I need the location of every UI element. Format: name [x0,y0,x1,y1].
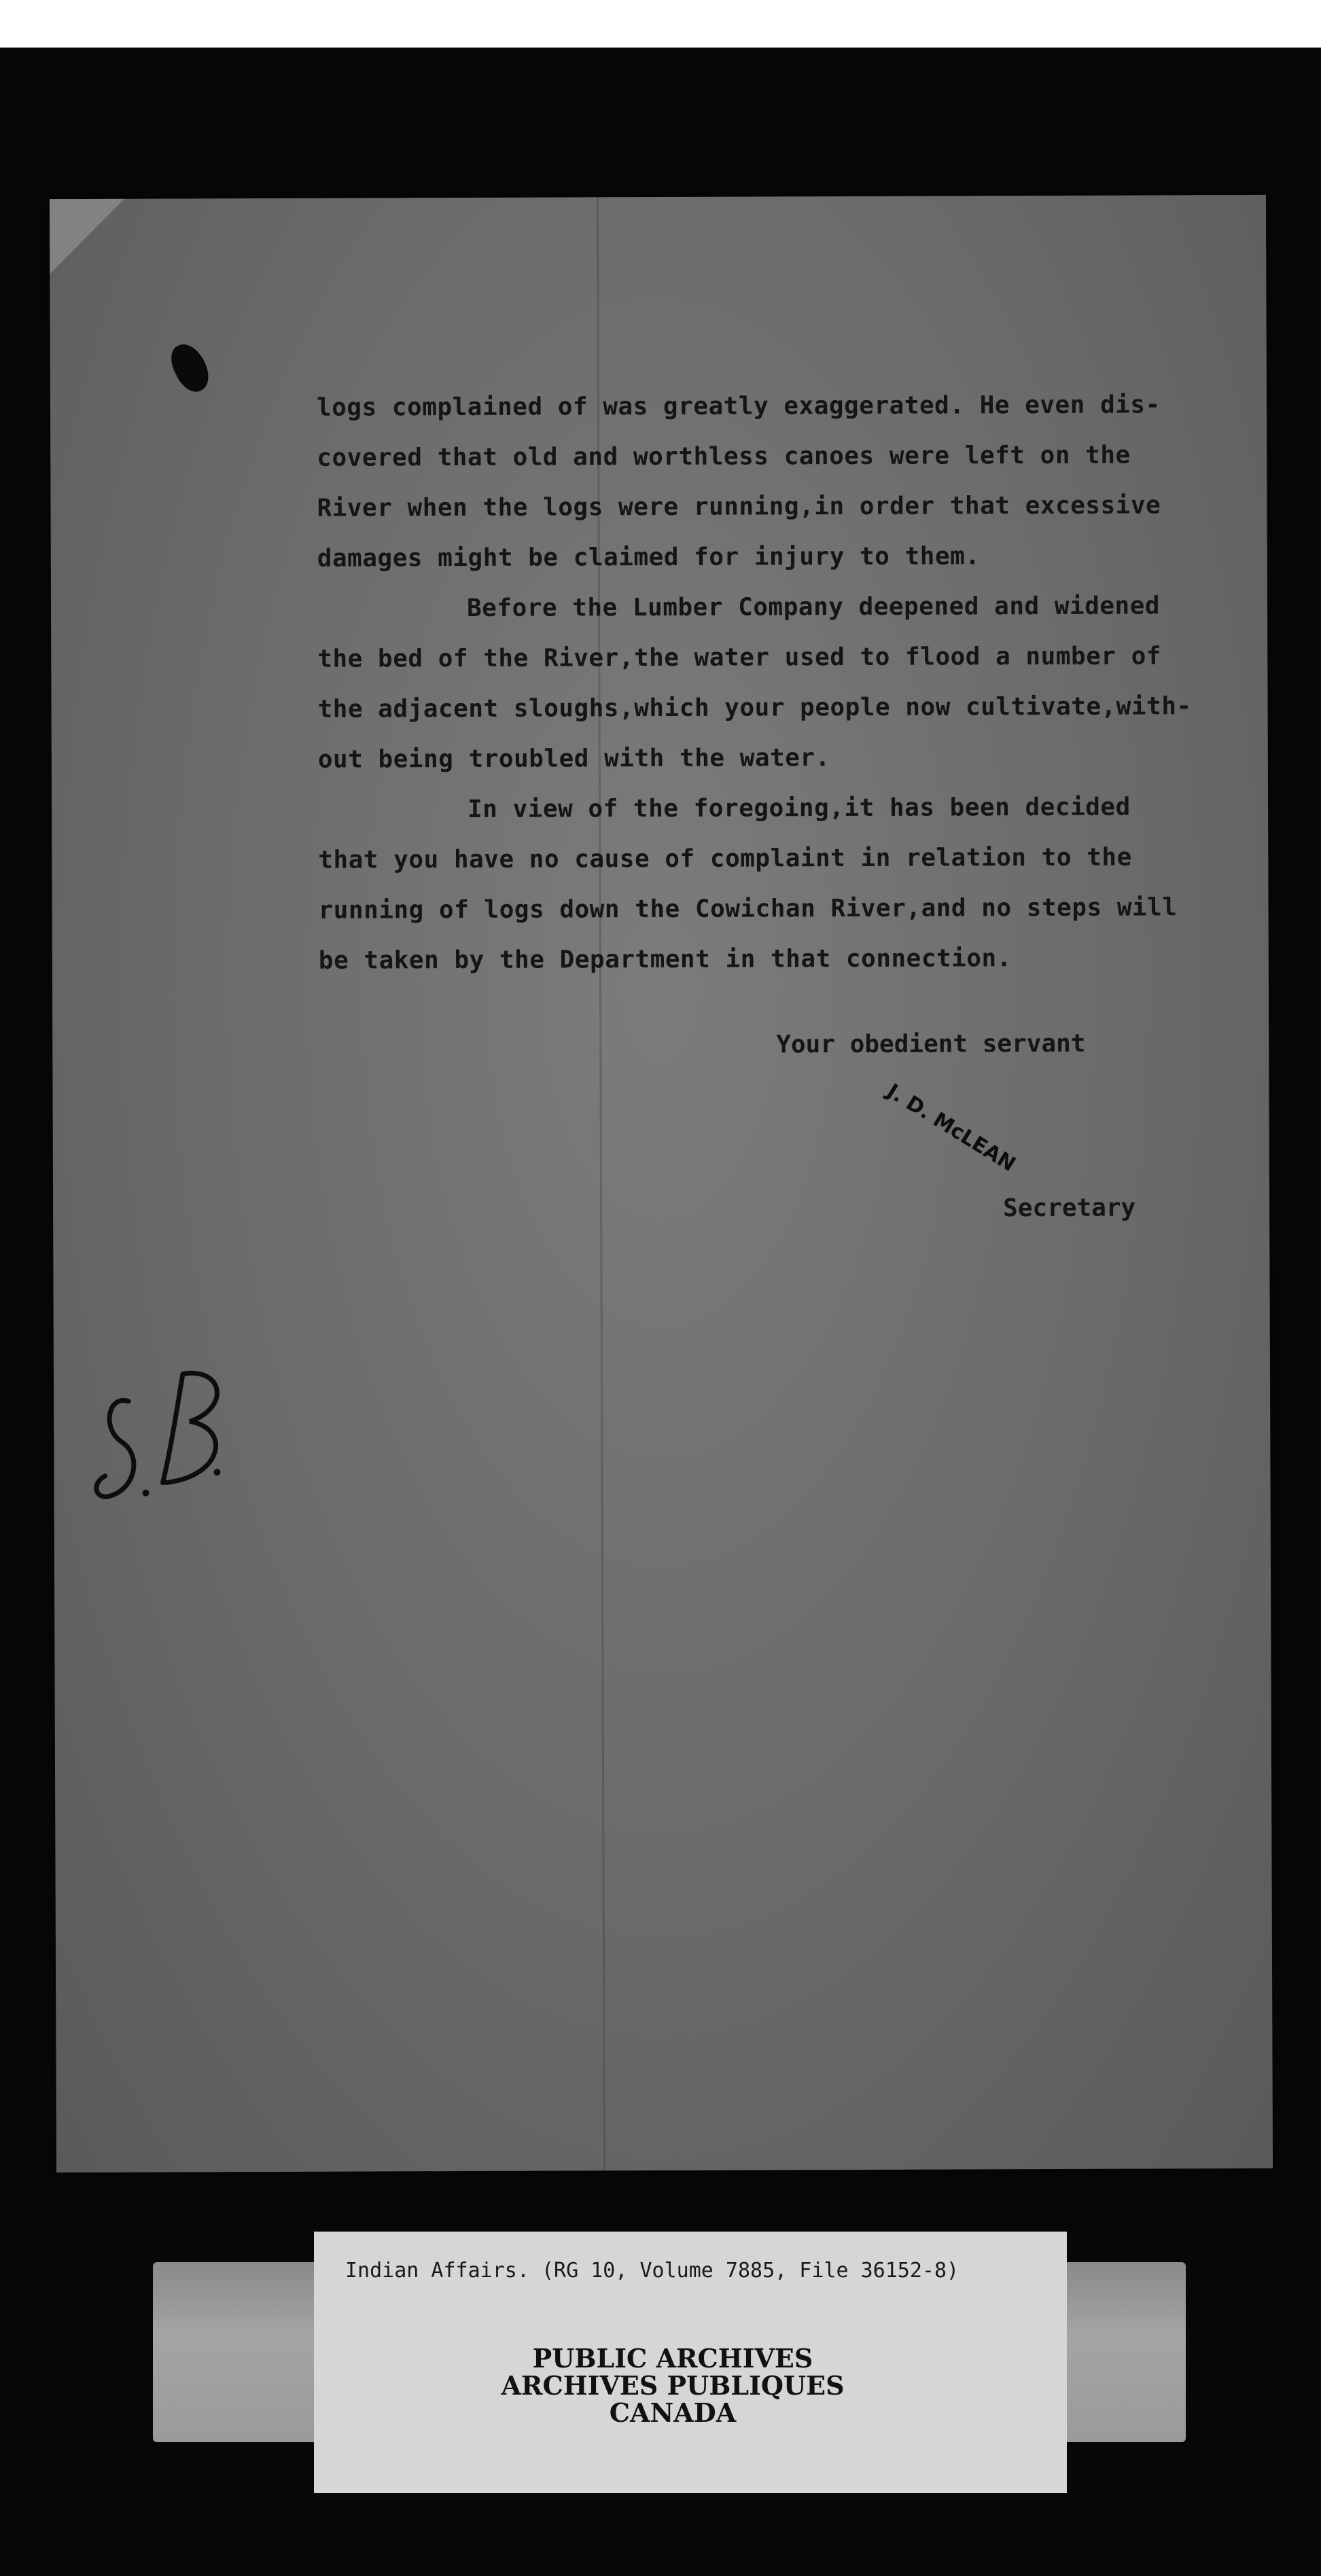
body-line: that you have no cause of complaint in relation to the [318,843,1132,874]
body-line: the bed of the River,the water used to flood a number of [317,642,1162,673]
archives-stamp [476,2345,870,2427]
body-line: be taken by the Department in that connection. [318,944,1012,975]
file-reference-label: Indian Affairs. (RG 10, Volume 7885, File 36152-8) [345,2259,959,2283]
body-line: running of logs down the Cowichan River,and no steps will [318,893,1178,925]
signatory-title: Secretary [1003,1194,1136,1223]
punch-hole [165,338,215,397]
archives-stamp-line: CANADA [609,2397,737,2428]
handwritten-initials [81,1353,231,1517]
archives-stamp-line: PUBLIC ARCHIVES [532,2343,813,2374]
body-line: the adjacent sloughs,which your people now cultivate,with- [317,692,1192,723]
body-line: logs complained of was greatly exaggerated. He even dis- [316,391,1161,422]
letter-body [317,380,1229,986]
letter-page [50,195,1273,2172]
signature-stamp: J. D. McLEAN [883,1079,1020,1177]
body-line: damages might be claimed for injury to them. [317,542,981,573]
archives-stamp-line: ARCHIVES PUBLIQUES [501,2370,845,2401]
body-line: out being troubled with the water. [317,744,830,774]
body-line: In view of the foregoing,it has been decided [468,793,1131,823]
body-line: Before the Lumber Company deepened and widened [466,592,1161,622]
folded-corner [50,199,124,274]
letter-closing: Your obedient servant [776,1029,1086,1059]
top-margin [0,0,1321,48]
body-line: River when the logs were running,in order that excessive [317,491,1161,522]
body-line: covered that old and worthless canoes were left on the [317,441,1131,472]
